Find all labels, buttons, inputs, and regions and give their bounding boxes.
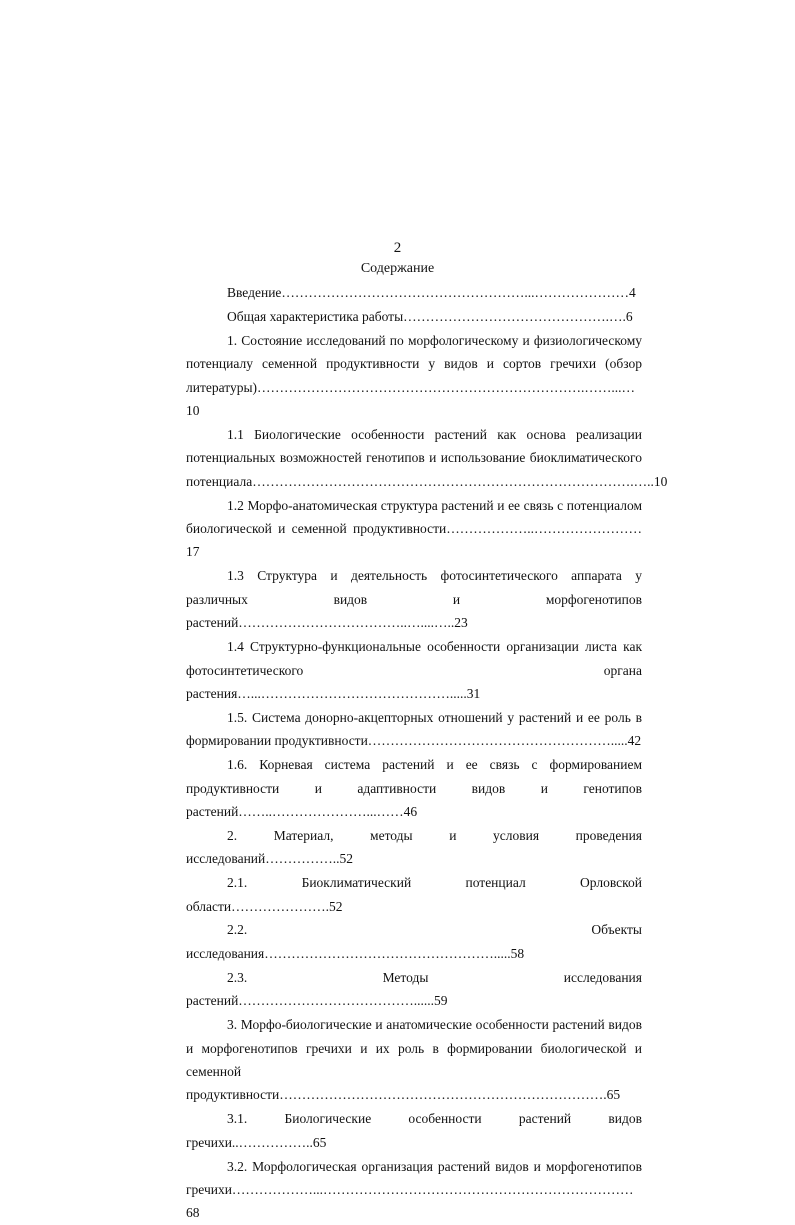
page-title: Содержание (360, 261, 435, 276)
toc-entry: 1.5. Система донорно-акцепторных отношений у растений и ее роль в формировании продуктивности……………………………………………….....42 (186, 709, 642, 749)
toc-entry: Введение………………………………………………...…………………4 (227, 285, 636, 300)
toc-entry: 1. Состояние исследований по морфологическому и физиологическому потенциалу семенной продуктивности у видов и сортов гречихи (обзор литературы)……………………………………………………………….……...…10 (186, 332, 642, 419)
page-number: 2 (393, 240, 402, 256)
toc-entry: 3.2. Морфологическая организация растений видов и морфогенотипов гречихи………………...……………………………………………………………68 (186, 1158, 642, 1221)
toc-entry: 2.3. Методы исследования растений…………………………………......59 (186, 969, 642, 1009)
toc-entry: 1.3 Структура и деятельность фотосинтетического аппарата у различных видов и морфогенотипов растений………………………………..…....…..23 (186, 568, 642, 631)
toc-entry: 2.2. Объекты исследования…………………………………………….....58 (186, 922, 642, 961)
toc-entry: 1.4 Структурно-функциональные особенности организации листа как фотосинтетического органа растения…...…………………………………….....31 (186, 639, 642, 701)
toc-entry: 1.6. Корневая система растений и ее связь с формированием продуктивности и адаптивности видов и генотипов растений……..…………………...……46 (186, 757, 642, 819)
toc-entry: 1.2 Морфо-анатомическая структура растений и ее связь с потенциалом биологической и семенной продуктивности………………..……………………17 (186, 497, 642, 560)
toc-entry: 2. Материал, методы и условия проведения исследований……………..52 (186, 827, 642, 867)
toc-entry: 2.1. Биоклиматический потенциал Орловской области………………….52 (186, 875, 642, 914)
toc-entry: 3.1. Биологические особенности растений видов гречихи..……………..65 (186, 1111, 642, 1150)
table-of-contents (186, 281, 668, 1225)
toc-entry: 3. Морфо-биологические и анатомические особенности растений видов и морфогенотипов гречихи и их роль в формировании биологической и семенной продуктивности……………………………………………………………….65 (186, 1017, 642, 1103)
toc-entry: Общая характеристика работы……………………………………….….6 (227, 308, 633, 324)
toc-entry: 1.1 Биологические особенности растений как основа реализации потенциальных возможностей генотипов и использование биоклиматического потенциала………………………………………………………………………….…..10 (186, 426, 668, 489)
